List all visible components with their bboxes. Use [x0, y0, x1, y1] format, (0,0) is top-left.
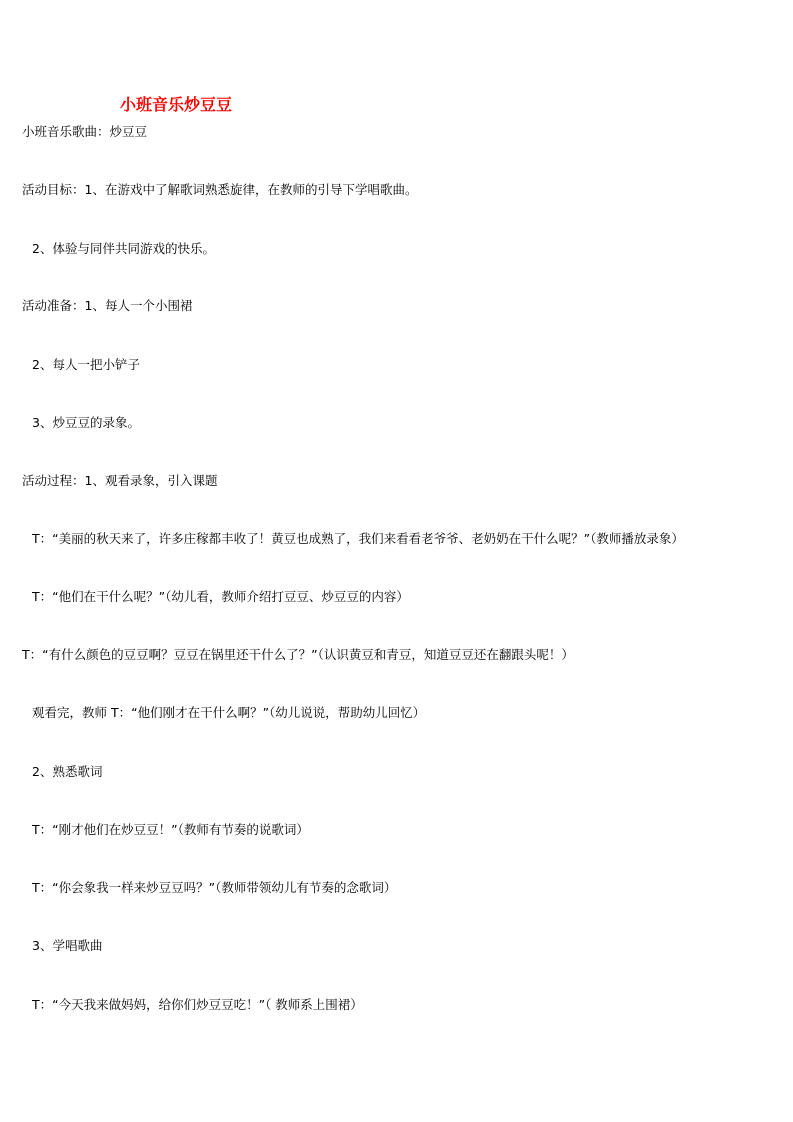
- teacher-line-2: T：“他们在干什么呢？”（幼儿看，教师介绍打豆豆、炒豆豆的内容）: [32, 589, 409, 604]
- document-title: 小班音乐炒豆豆: [120, 95, 233, 114]
- teacher-line-6: T：“你会象我一样来炒豆豆吗？”（教师带领幼儿有节奏的念歌词）: [32, 880, 397, 895]
- teacher-line-5: T：“刚才他们在炒豆豆！”（教师有节奏的说歌词）: [32, 822, 309, 837]
- teacher-line-1: T：“美丽的秋天来了，许多庄稼都丰收了！黄豆也成熟了，我们来看看老爷爷、老奶奶在干什么呢？”（教师播放录象）: [32, 531, 684, 546]
- prep-line-2: 2、每人一把小铲子: [32, 357, 140, 372]
- step-2-line: 2、熟悉歌词: [32, 764, 103, 779]
- prep-line-1: 活动准备：1、每人一个小围裙: [22, 298, 193, 313]
- teacher-line-4: 观看完，教师 T：“他们刚才在干什么啊？”（幼儿说说，帮助幼儿回忆）: [32, 705, 426, 720]
- goal-line-2: 2、体验与同伴共同游戏的快乐。: [32, 241, 215, 256]
- step-3-line: 3、学唱歌曲: [32, 938, 103, 953]
- teacher-line-3: T：“有什么颜色的豆豆啊？豆豆在锅里还干什么了？”（认识黄豆和青豆，知道豆豆还在翻跟头呢！）: [22, 647, 574, 662]
- song-line: 小班音乐歌曲：炒豆豆: [22, 124, 148, 139]
- goal-line-1: 活动目标：1、在游戏中了解歌词熟悉旋律，在教师的引导下学唱歌曲。: [22, 182, 418, 197]
- teacher-line-7: T：“今天我来做妈妈，给你们炒豆豆吃！”（ 教师系上围裙）: [32, 997, 363, 1012]
- process-line-1: 活动过程：1、观看录象，引入课题: [22, 473, 218, 488]
- prep-line-3: 3、炒豆豆的录象。: [32, 415, 140, 430]
